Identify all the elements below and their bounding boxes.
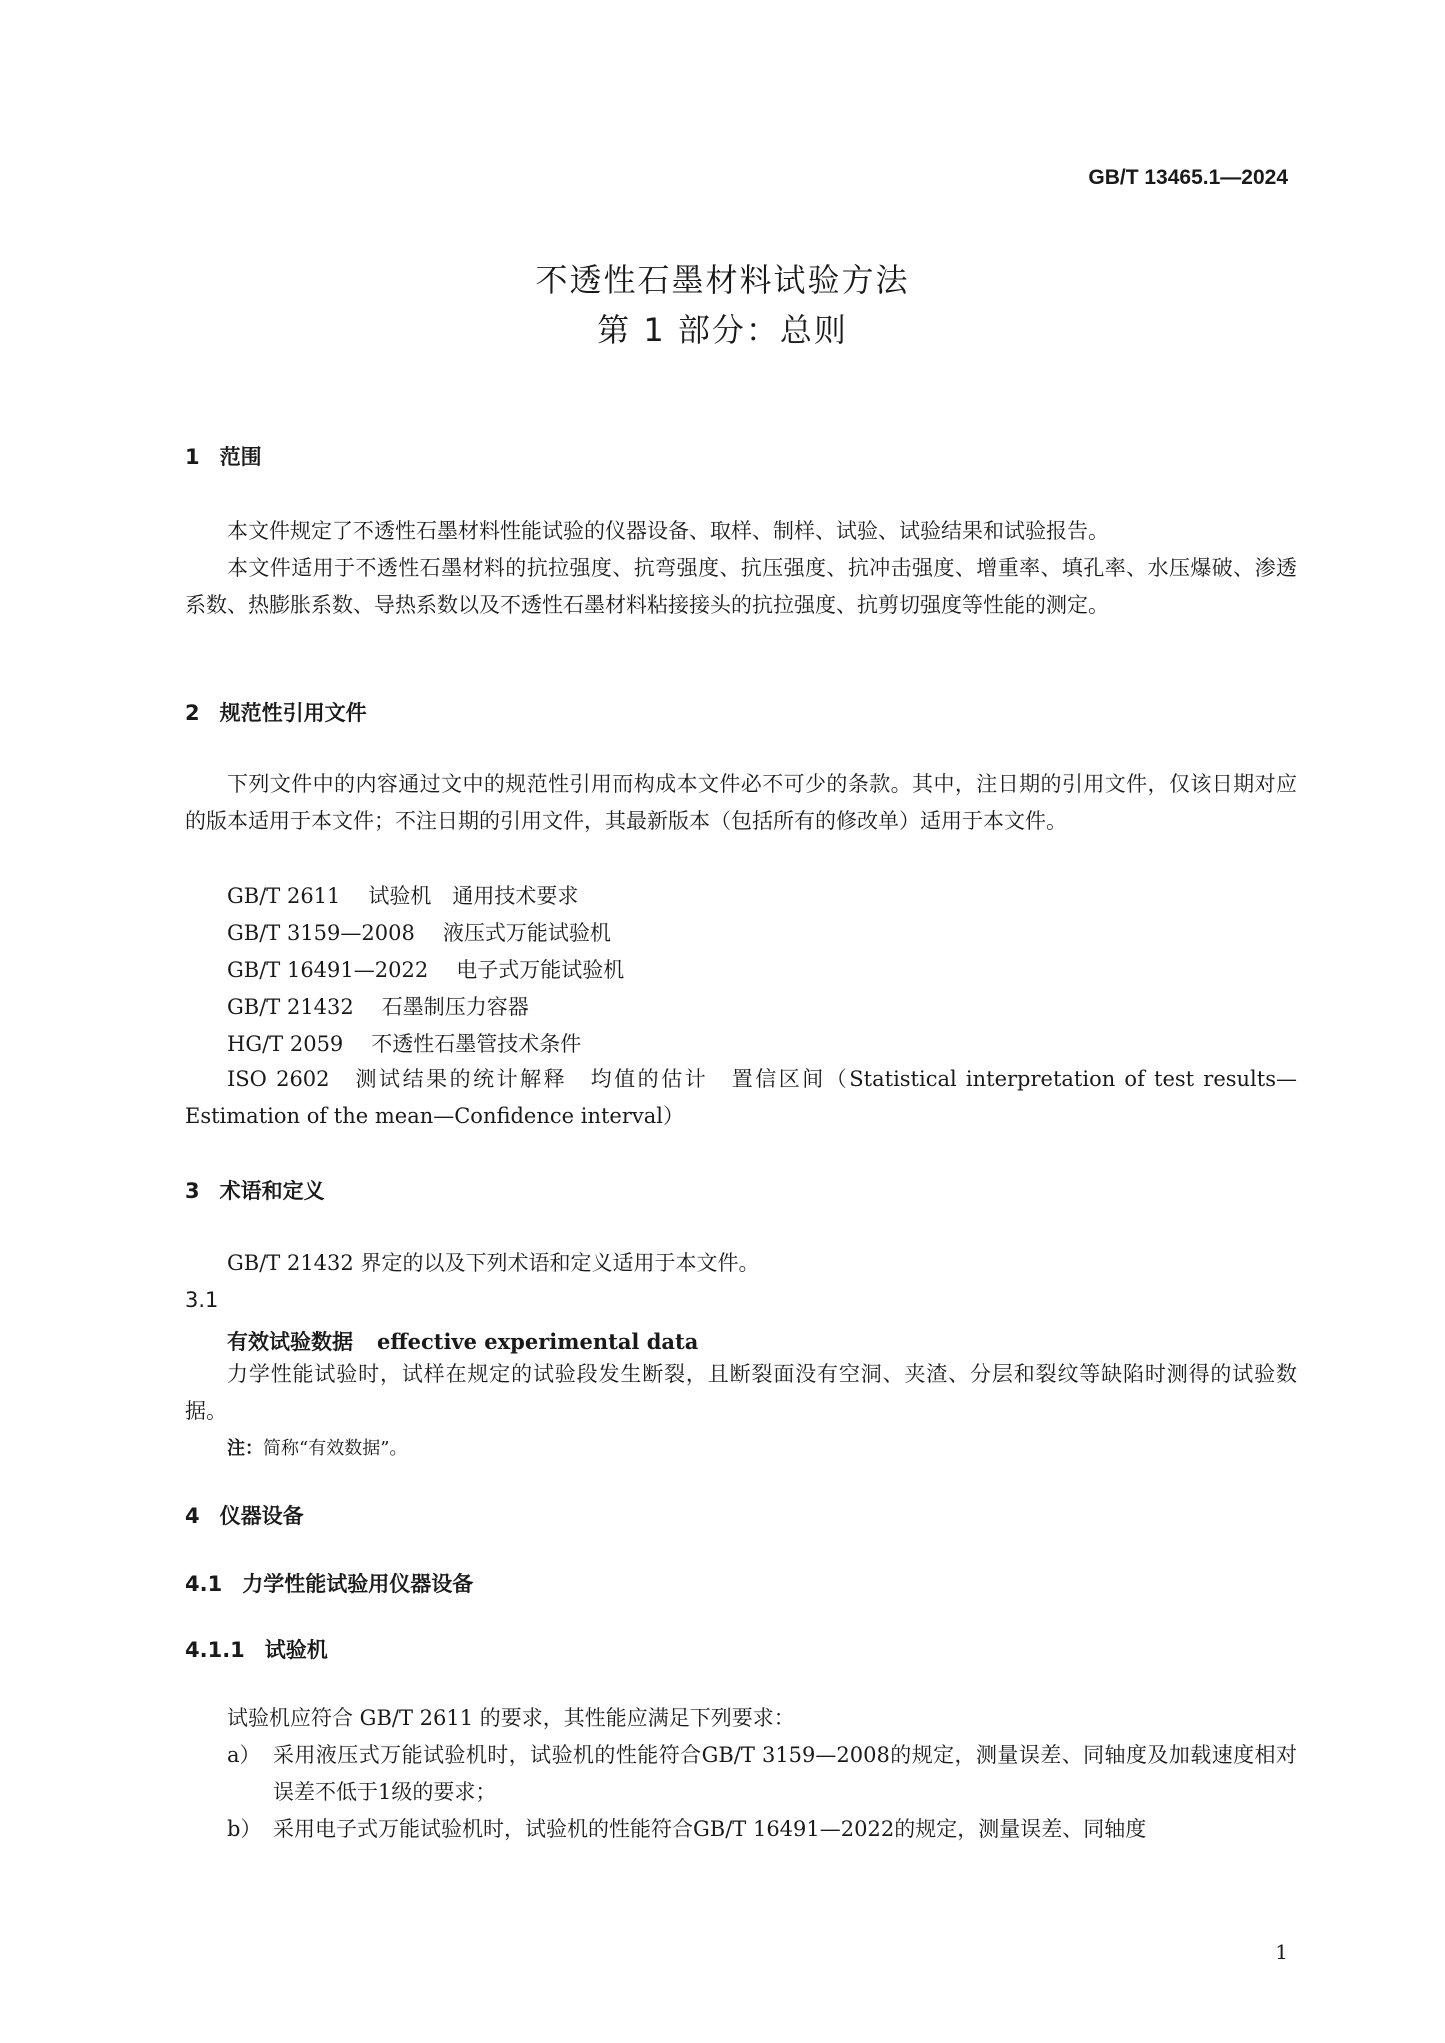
document-title: 不透性石墨材料试验方法 xyxy=(535,261,910,299)
term-chinese: 有效试验数据 xyxy=(227,1330,353,1354)
section-title: 术语和定义 xyxy=(219,1179,325,1203)
reference-item xyxy=(227,880,578,910)
paragraph: 试验机应符合 GB/T 2611 的要求，其性能应满足下列要求： xyxy=(227,1706,795,1730)
reference-item xyxy=(227,954,624,984)
section-number: 1 xyxy=(185,445,200,469)
section-title: 仪器设备 xyxy=(219,1504,304,1528)
term-note xyxy=(227,1434,407,1460)
reference-code: GB/T 3159—2008 xyxy=(227,921,415,945)
reference-item xyxy=(227,1028,581,1058)
list-item xyxy=(227,1811,1297,1848)
section-number: 4.1 xyxy=(185,1572,223,1596)
section-title: 范围 xyxy=(219,445,262,469)
reference-item xyxy=(227,917,611,947)
section-3-heading xyxy=(185,1175,325,1205)
section-title: 力学性能试验用仪器设备 xyxy=(242,1572,474,1596)
paragraph: 本文件规定了不透性石墨材料性能试验的仪器设备、取样、制样、试验、试验结果和试验报告。 xyxy=(227,519,1109,543)
section-number: 4 xyxy=(185,1504,200,1528)
note-text: 简称“有效数据”。 xyxy=(263,1438,408,1459)
page-number: 1 xyxy=(1275,1940,1288,1964)
section-number: 3 xyxy=(185,1179,200,1203)
reference-item-iso: ISO 2602 测试结果的统计解释 均值的估计 置信区间（Statistical interpretation of test results—Estimation of the mean—Confidence interval） xyxy=(185,1067,1297,1128)
reference-code: GB/T 16491—2022 xyxy=(227,958,429,982)
list-marker: b） xyxy=(227,1817,262,1841)
paragraph: 下列文件中的内容通过文中的规范性引用而构成本文件必不可少的条款。其中，注日期的引用文件，仅该日期对应的版本适用于本文件；不注日期的引用文件，其最新版本（包括所有的修改单）适用于本文件。 xyxy=(185,772,1297,833)
paragraph: GB/T 21432 界定的以及下列术语和定义适用于本文件。 xyxy=(227,1251,760,1275)
subsection-4-1-heading xyxy=(185,1568,473,1598)
section-2-heading xyxy=(185,697,367,727)
document-subtitle: 第 1 部分：总则 xyxy=(597,311,848,349)
reference-title: 不透性石墨管技术条件 xyxy=(371,1032,582,1056)
section-title: 试验机 xyxy=(264,1638,328,1662)
reference-title: 液压式万能试验机 xyxy=(442,921,611,945)
reference-title: 电子式万能试验机 xyxy=(456,958,625,982)
reference-code: GB/T 21432 xyxy=(227,995,354,1019)
section-number: 4.1.1 xyxy=(185,1638,245,1662)
section-number: 2 xyxy=(185,701,200,725)
term-entry xyxy=(227,1326,698,1356)
reference-title: 试验机 通用技术要求 xyxy=(368,884,579,908)
note-label: 注： xyxy=(227,1438,263,1459)
list-item xyxy=(227,1737,1297,1811)
reference-item xyxy=(227,991,529,1021)
list-text: 采用液压式万能试验机时，试验机的性能符合GB/T 3159—2008的规定，测量误差、同轴度及加载速度相对误差不低于1级的要求； xyxy=(273,1743,1297,1804)
reference-title: 石墨制压力容器 xyxy=(381,995,529,1019)
standard-code: GB/T 13465.1—2024 xyxy=(1088,166,1288,189)
list-marker: a） xyxy=(227,1743,261,1767)
section-1-heading xyxy=(185,441,262,471)
reference-code: GB/T 2611 xyxy=(227,884,341,908)
section-4-heading xyxy=(185,1500,304,1530)
list-text: 采用电子式万能试验机时，试验机的性能符合GB/T 16491—2022的规定，测量误差、同轴度 xyxy=(273,1817,1147,1841)
subsection-4-1-1-heading xyxy=(185,1634,328,1664)
term-english: effective experimental data xyxy=(377,1329,699,1354)
term-definition: 力学性能试验时，试样在规定的试验段发生断裂，且断裂面没有空洞、夹渣、分层和裂纹等缺陷时测得的试验数据。 xyxy=(185,1362,1297,1423)
paragraph: 本文件适用于不透性石墨材料的抗拉强度、抗弯强度、抗压强度、抗冲击强度、增重率、填孔率、水压爆破、渗透系数、热膨胀系数、导热系数以及不透性石墨材料粘接接头的抗拉强度、抗剪切强度等性能的测定。 xyxy=(185,556,1297,617)
term-number: 3.1 xyxy=(185,1288,219,1312)
section-title: 规范性引用文件 xyxy=(219,701,367,725)
reference-code: HG/T 2059 xyxy=(227,1032,344,1056)
